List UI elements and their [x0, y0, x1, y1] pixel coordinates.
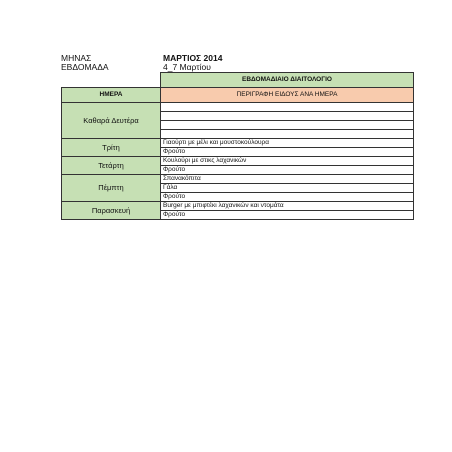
month-label: ΜΗΝΑΣ [61, 53, 92, 63]
menu-item: Κουλούρι με στικς λαχανικών [161, 157, 414, 166]
menu-item: Σπανακόπιτα [161, 175, 414, 184]
day-name: Καθαρά Δευτέρα [62, 103, 161, 139]
table-title-row [62, 73, 414, 88]
menu-item: Φρούτο [161, 211, 414, 220]
menu-item: Φρούτο [161, 166, 414, 175]
menu-item [161, 112, 414, 121]
menu-item [161, 121, 414, 130]
menu-item [161, 130, 414, 139]
table-row [62, 139, 414, 148]
column-header-description: ΠΕΡΙΓΡΑΦΗ ΕΙΔΟΥΣ ΑΝΑ ΗΜΕΡΑ [161, 88, 414, 103]
column-header-day: ΗΜΕΡΑ [62, 88, 161, 103]
day-name: Πέμπτη [62, 175, 161, 202]
month-value: ΜΑΡΤΙΟΣ 2014 [163, 53, 223, 63]
table-row [62, 103, 414, 112]
table-row [62, 157, 414, 166]
day-name: Τετάρτη [62, 157, 161, 175]
days-body [62, 103, 414, 220]
table-row [62, 175, 414, 184]
title-spacer [62, 73, 161, 88]
table-header-row [62, 88, 414, 103]
menu-item: Φρούτο [161, 148, 414, 157]
menu-item: Γιαούρτι με μέλι και μουστοκούλουρα [161, 139, 414, 148]
weekly-diet-table [61, 72, 414, 220]
day-name: Παρασκευή [62, 202, 161, 220]
menu-item: Φρούτο [161, 193, 414, 202]
table-title: ΕΒΔΟΜΑΔΙΑΙΟ ΔΙΑΙΤΟΛΟΓΙΟ [161, 73, 414, 88]
day-name: Τρίτη [62, 139, 161, 157]
table-row [62, 202, 414, 211]
menu-item [161, 103, 414, 112]
week-label: ΕΒΔΟΜΑΔΑ [61, 62, 109, 72]
menu-item: Burger με μπιφτέκι λαχανικών και ντομάτα [161, 202, 414, 211]
menu-item: Γάλα [161, 184, 414, 193]
week-value: 4_7 Μαρτίου [163, 62, 211, 72]
